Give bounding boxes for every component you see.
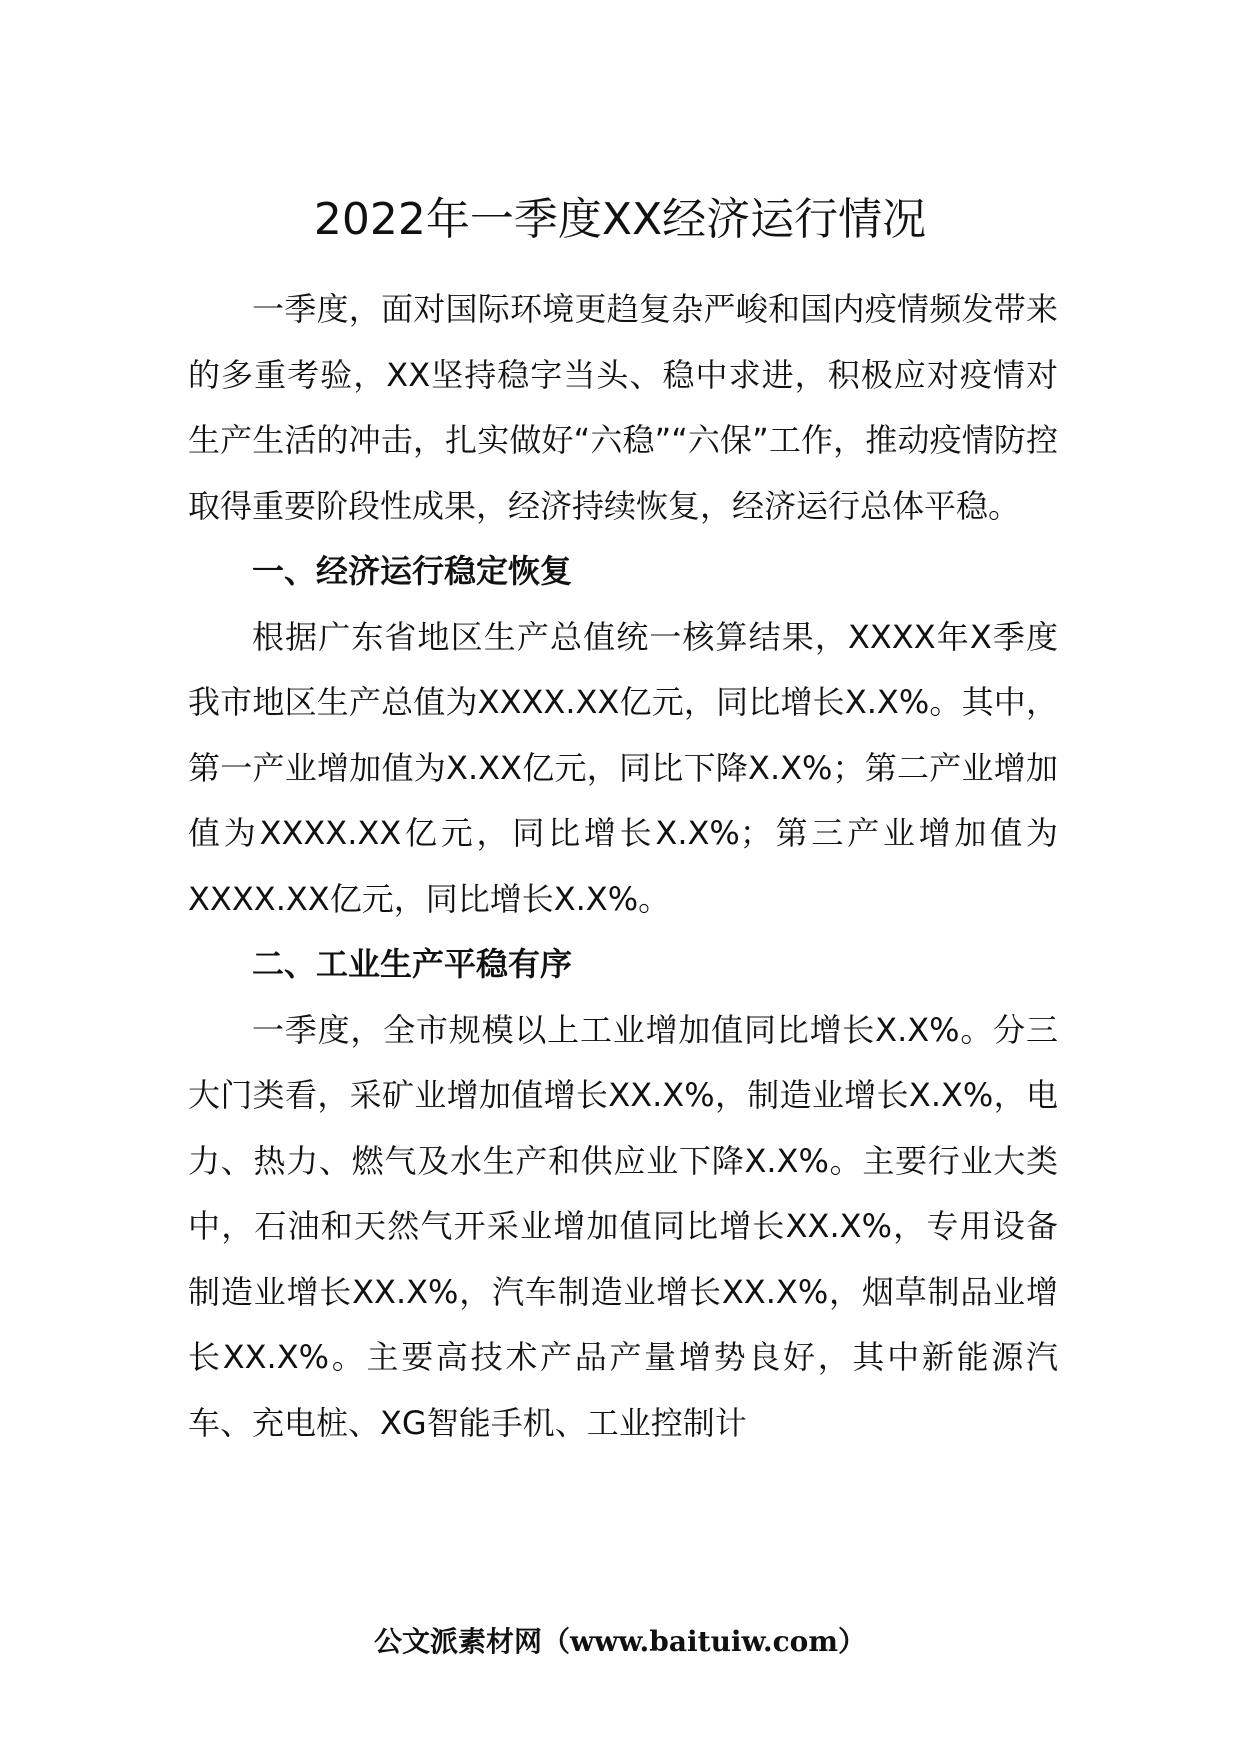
document-title: 2022年一季度XX经济运行情况: [313, 194, 927, 245]
document-body: [188, 277, 1058, 1456]
intro-paragraph: 一季度，面对国际环境更趋复杂严峻和国内疫情频发带来的多重考验，XX坚持稳字当头、稳中求进，积极应对疫情对生产生活的冲击，扎实做好“六稳”“六保”工作，推动疫情防控取得重要阶段性成果，经济持续恢复，经济运行总体平稳。: [188, 290, 1058, 525]
section-1-heading: 一、经济运行稳定恢复: [252, 552, 573, 590]
section-2-paragraph: 一季度，全市规模以上工业增加值同比增长X.X%。分三大门类看，采矿业增加值增长XX.X%，制造业增长X.X%，电力、热力、燃气及水生产和供应业下降X.X%。主要行业大类中，石油和天然气开采业增加值同比增长XX.X%，专用设备制造业增长XX.X%，汽车制造业增长XX.X%，烟草制品业增长XX.X%。主要高技术产品产量增势良好，其中新能源汽车、充电桩、XG智能手机、工业控制计: [188, 1010, 1058, 1442]
footer-watermark: 公文派素材网（www.baituiw.com）: [374, 1625, 866, 1658]
section-1-paragraph: 根据广东省地区生产总值统一核算结果，XXXX年X季度我市地区生产总值为XXXX.XX亿元，同比增长X.X%。其中，第一产业增加值为X.XX亿元，同比下降X.X%；第二产业增加值为XXXX.XX亿元，同比增长X.X%；第三产业增加值为XXXX.XX亿元，同比增长X.X%。: [188, 617, 1058, 918]
section-2-heading: 二、工业生产平稳有序: [252, 945, 573, 983]
